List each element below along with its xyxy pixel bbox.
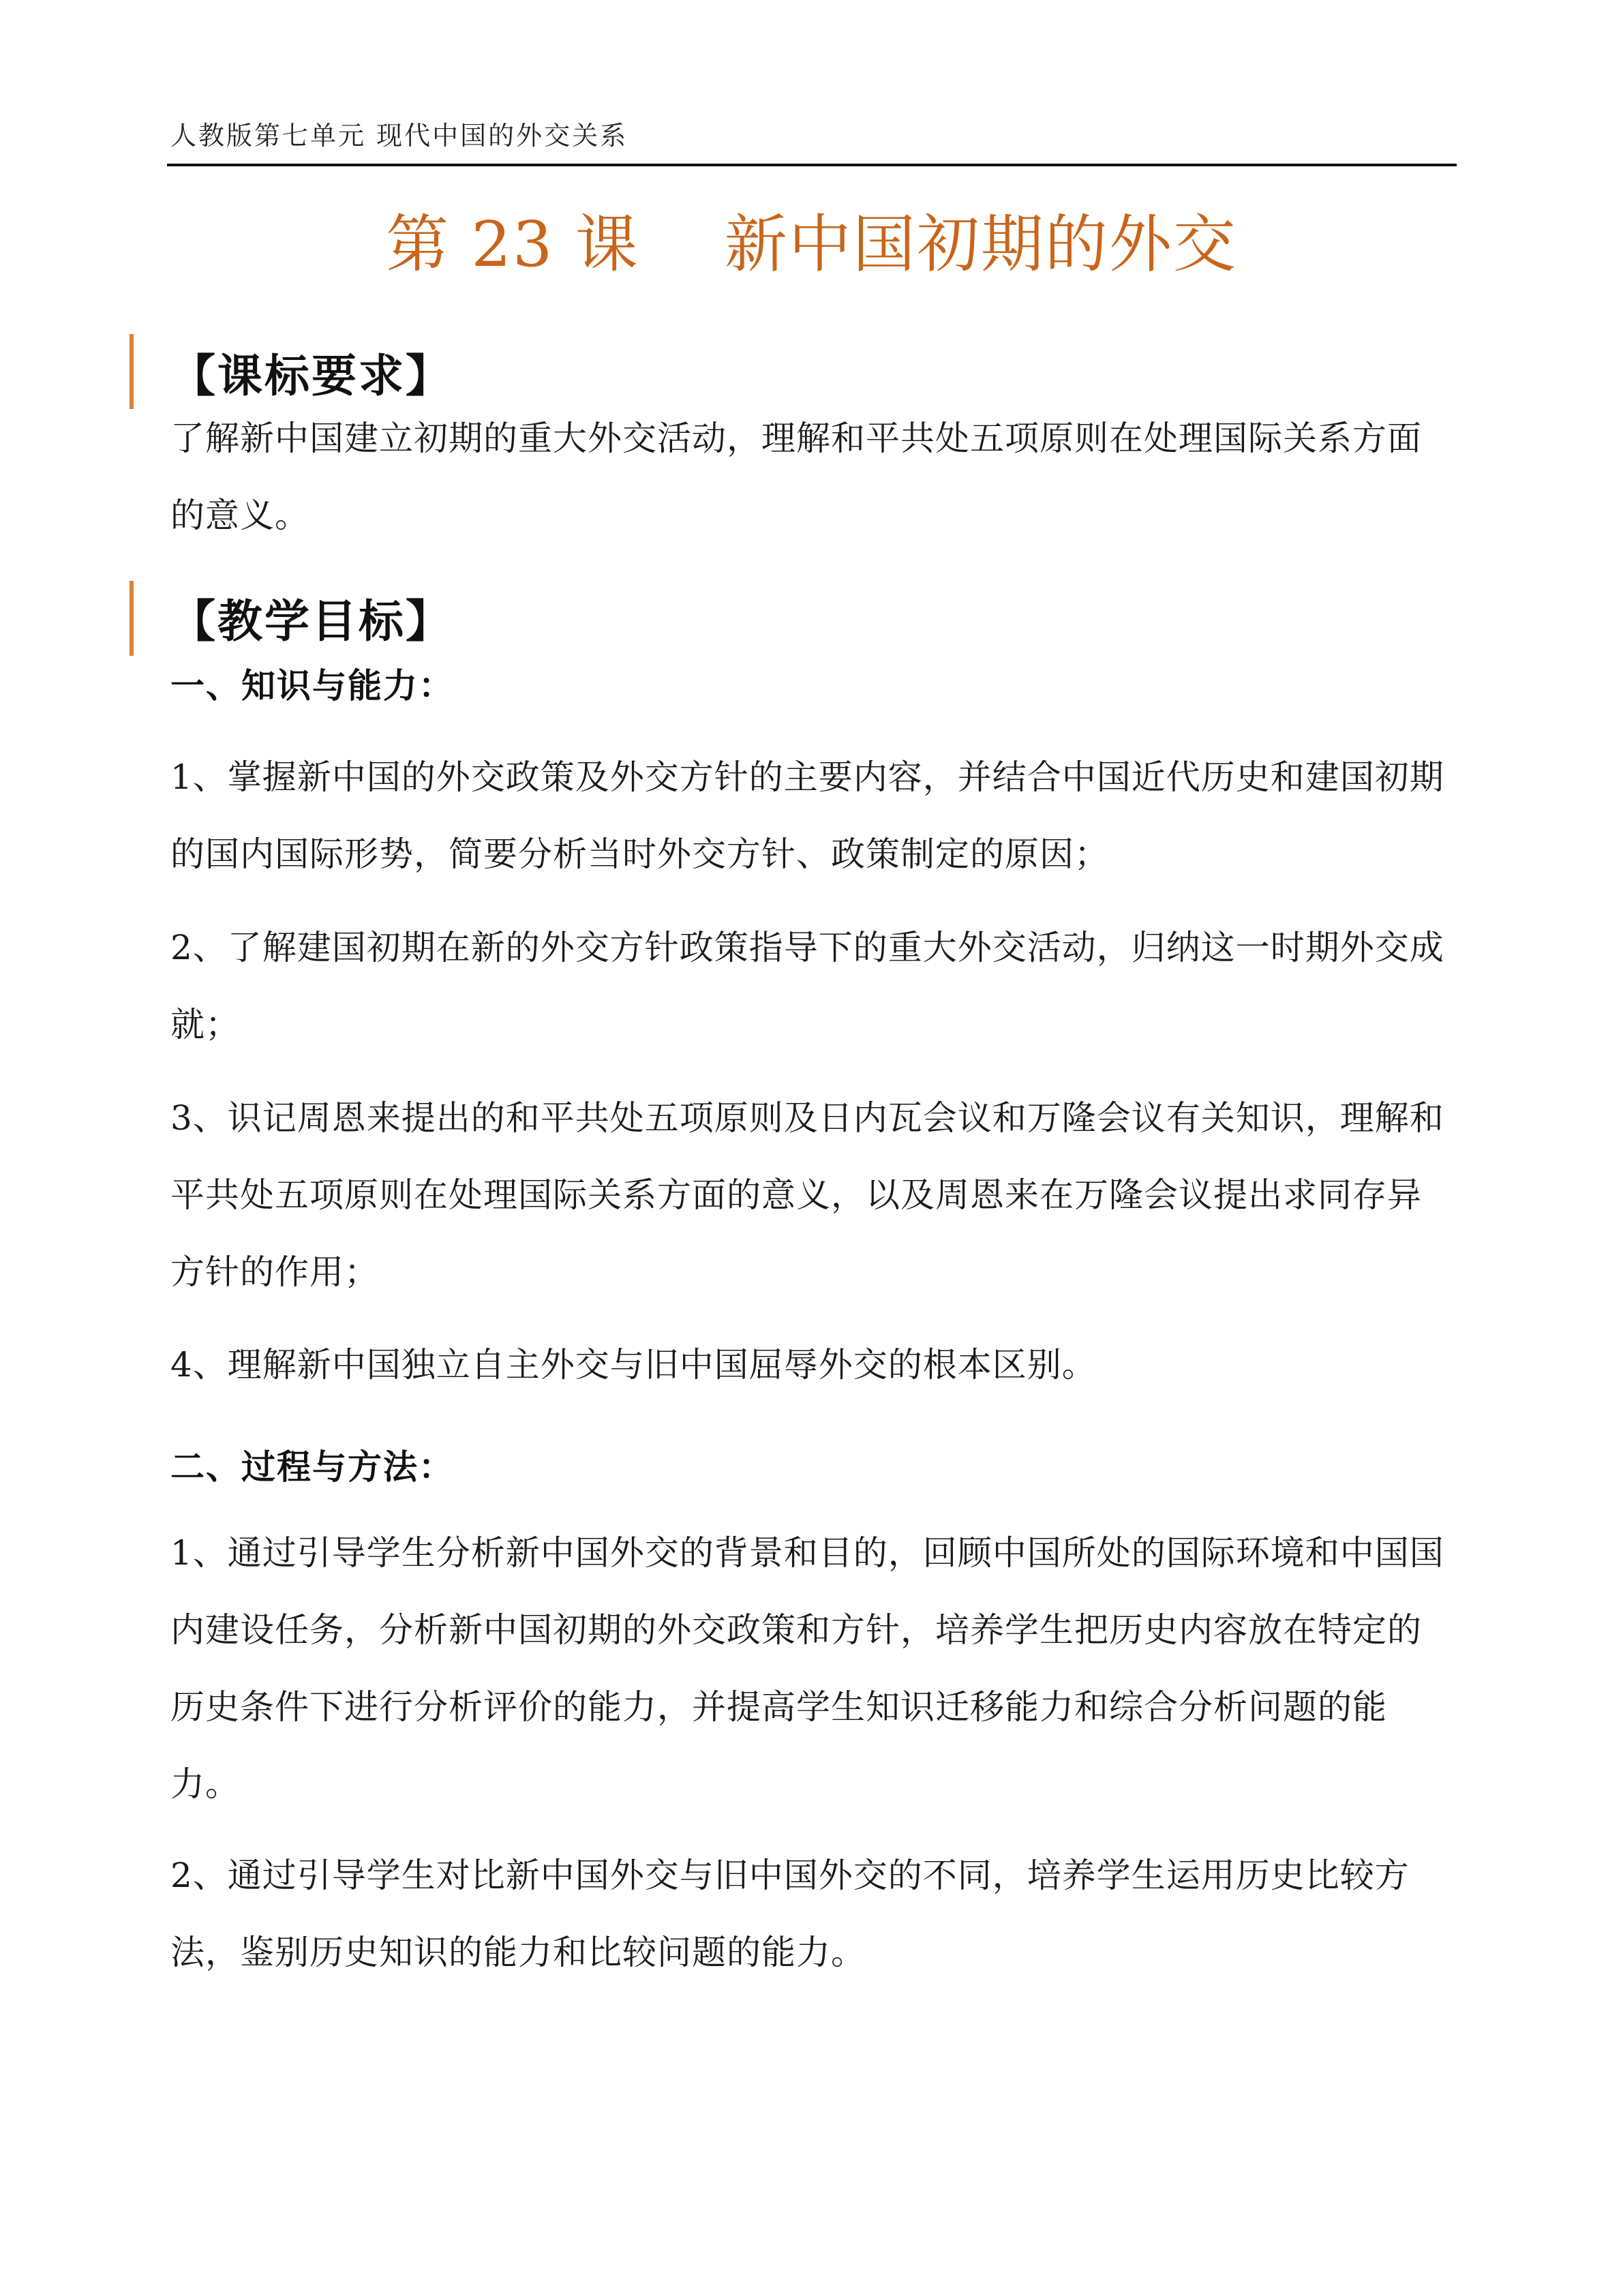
section-accent-bar: [130, 581, 134, 656]
section-heading-curriculum: 【课标要求】: [170, 349, 453, 402]
sub-heading-process: 二、过程与方法：: [170, 1447, 454, 1487]
header-divider: [167, 164, 1457, 166]
sub-heading-knowledge: 一、知识与能力：: [170, 665, 454, 706]
lesson-title: 第 23 课 新中国初期的外交: [386, 208, 1237, 281]
process-item: 1、通过引导学生分析新中国外交的背景和目的，回顾中国所处的国际环境和中国国内建设任务，分析新中国初期的外交政策和方针，培养学生把历史内容放在特定的历史条件下进行分析评价的能力，并提高学生知识迁移能力和综合分析问题的能力。: [170, 1533, 1444, 1804]
knowledge-item: 1、掌握新中国的外交政策及外交方针的主要内容，并结合中国近代历史和建国初期的国内国际形势，简要分析当时外交方针、政策制定的原因；: [170, 757, 1444, 874]
curriculum-text: 了解新中国建立初期的重大外交活动，理解和平共处五项原则在处理国际关系方面的意义。: [170, 419, 1422, 535]
section-heading-objectives: 【教学目标】: [170, 594, 453, 648]
knowledge-item: 3、识记周恩来提出的和平共处五项原则及日内瓦会议和万隆会议有关知识，理解和平共处五项原则在处理国际关系方面的意义，以及周恩来在万隆会议提出求同存异方针的作用；: [170, 1098, 1444, 1292]
section-accent-bar: [130, 334, 134, 409]
knowledge-item: 4、理解新中国独立自主外交与旧中国屈辱外交的根本区别。: [170, 1345, 1097, 1385]
process-item: 2、通过引导学生对比新中国外交与旧中国外交的不同，培养学生运用历史比较方法，鉴别历史知识的能力和比较问题的能力。: [170, 1856, 1410, 1972]
running-header: 人教版第七单元 现代中国的外交关系: [170, 121, 628, 151]
knowledge-item: 2、了解建国初期在新的外交方针政策指导下的重大外交活动，归纳这一时期外交成就；: [170, 928, 1444, 1044]
